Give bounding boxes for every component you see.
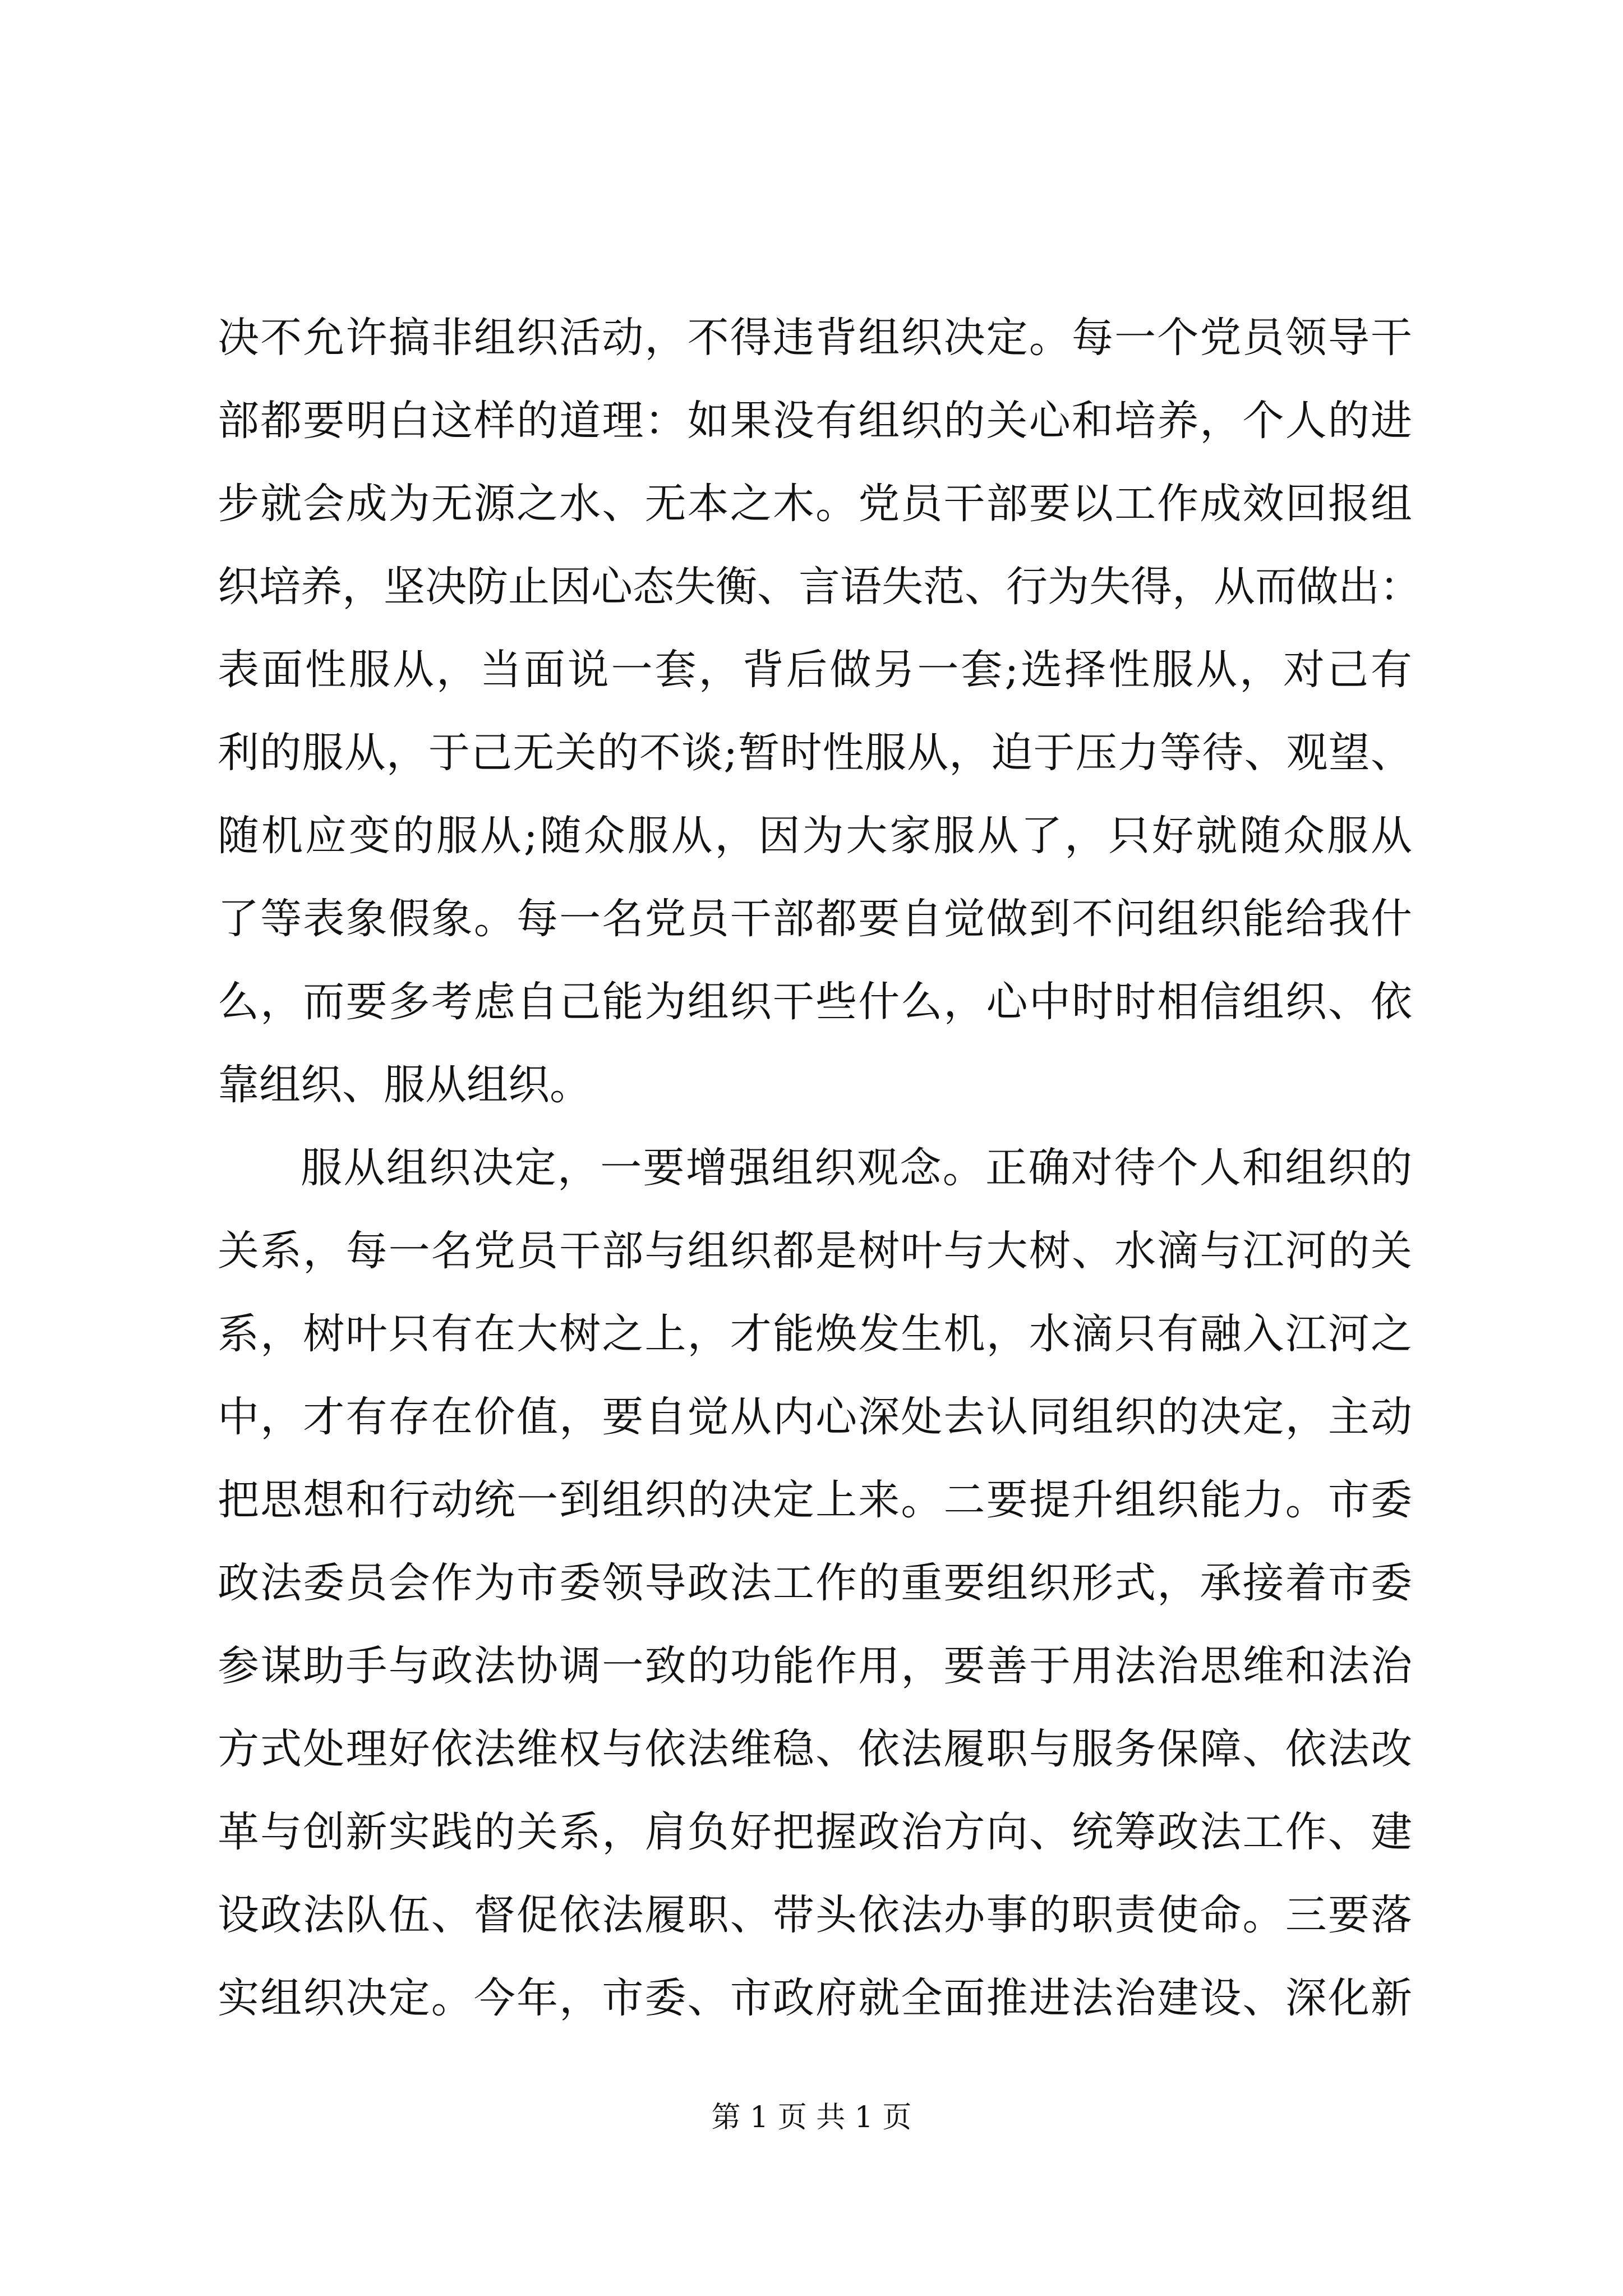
- body-text: [218, 296, 1421, 2040]
- text-line: 么，而要多考虑自己能为组织干些什么，心中时时相信组织、依: [218, 978, 1412, 1026]
- text-line: 靠组织、服从组织。: [218, 1061, 591, 1109]
- page-number-label: 第 1 页 共 1 页: [711, 2101, 912, 2134]
- text-line: 步就会成为无源之水、无本之木。党员干部要以工作成效回报组: [218, 480, 1412, 528]
- text-line: 关系，每一名党员干部与组织都是树叶与大树、水滴与江河的关: [218, 1227, 1412, 1275]
- text-line: 利的服从，于己无关的不谈;暂时性服从，迫于压力等待、观望、: [218, 729, 1412, 777]
- text-line: 政法委员会作为市委领导政法工作的重要组织形式，承接着市委: [218, 1559, 1412, 1607]
- text-line: 决不允许搞非组织活动，不得违背组织决定。每一个党员领导干: [218, 314, 1412, 362]
- text-line: 方式处理好依法维权与依法维稳、依法履职与服务保障、依法改: [218, 1725, 1412, 1773]
- text-line: 设政法队伍、督促依法履职、带头依法办事的职责使命。三要落: [218, 1891, 1412, 1939]
- text-line: 织培养，坚决防止因心态失衡、言语失范、行为失得，从而做出：: [218, 563, 1421, 611]
- page-footer: [0, 2098, 1623, 2137]
- text-line: 表面性服从，当面说一套，背后做另一套;选择性服从，对己有: [218, 646, 1412, 694]
- text-line: 部都要明白这样的道理：如果没有组织的关心和培养，个人的进: [218, 397, 1412, 445]
- text-line: 了等表象假象。每一名党员干部都要自觉做到不问组织能给我什: [218, 895, 1412, 943]
- text-line: 把思想和行动统一到组织的决定上来。二要提升组织能力。市委: [218, 1476, 1412, 1524]
- text-line: 随机应变的服从;随众服从，因为大家服从了，只好就随众服从: [218, 812, 1412, 860]
- text-line: 参谋助手与政法协调一致的功能作用，要善于用法治思维和法治: [218, 1642, 1412, 1690]
- text-line: 系，树叶只有在大树之上，才能焕发生机，水滴只有融入江河之: [218, 1310, 1412, 1358]
- text-line: 中，才有存在价值，要自觉从内心深处去认同组织的决定，主动: [218, 1393, 1412, 1441]
- text-line: 服从组织决定，一要增强组织观念。正确对待个人和组织的: [301, 1144, 1412, 1192]
- text-line: 实组织决定。今年，市委、市政府就全面推进法治建设、深化新: [218, 1974, 1412, 2022]
- text-line: 革与创新实践的关系，肩负好把握政治方向、统筹政法工作、建: [218, 1808, 1412, 1856]
